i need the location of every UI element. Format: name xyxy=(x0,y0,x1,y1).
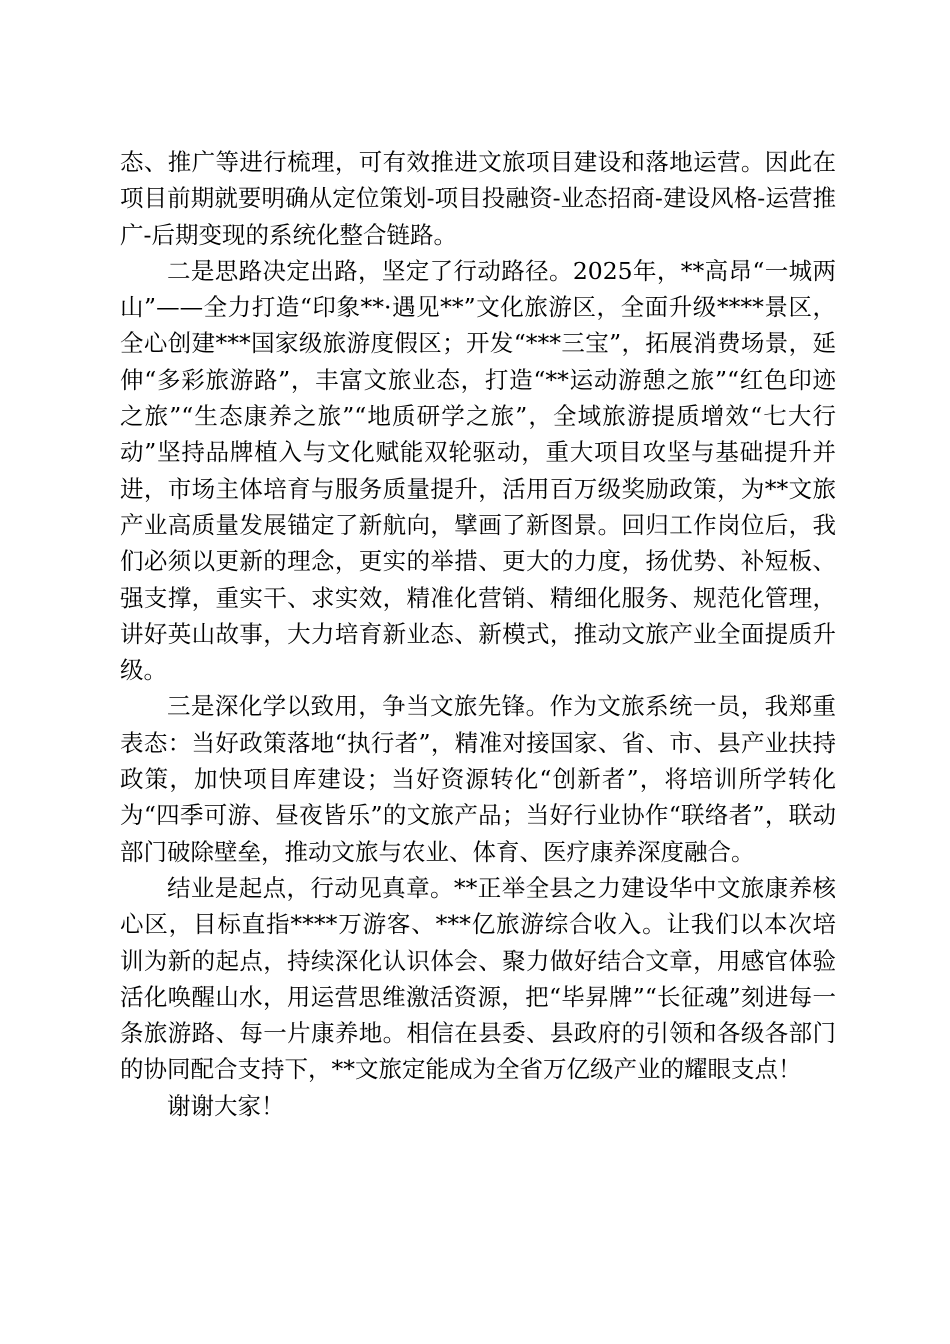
paragraph-point-two: 二是思路决定出路，坚定了行动路径。2025年，**高昂“一城两山”——全力打造“印象**·遇见**”文化旅游区，全面升级****景区，全心创建***国家级旅游度假区；开发“***三宝”，拓展消费场景，延伸“多彩旅游路”，丰富文旅业态，打造“**运动游憩之旅”“红色印迹之旅”“生态康养之旅”“地质研学之旅”，全域旅游提质增效“七大行动”坚持品牌植入与文化赋能双轮驱动，重大项目攻坚与基础提升并进，市场主体培育与服务质量提升，活用百万级奖励政策，为**文旅产业高质量发展锚定了新航向，擘画了新图景。回归工作岗位后，我们必须以更新的理念，更实的举措、更大的力度，扬优势、补短板、强支撑，重实干、求实效，精准化营销、精细化服务、规范化管理，讲好英山故事，大力培育新业态、新模式，推动文旅产业全面提质升级。 xyxy=(120,256,836,685)
paragraph-conclusion: 结业是起点，行动见真章。**正举全县之力建设华中文旅康养核心区，目标直指****万游客、***亿旅游综合收入。让我们以本次培训为新的起点，持续深化认识体会、聚力做好结合文章，用感官体验活化唤醒山水，用运营思维激活资源，把“毕昇牌”“长征魂”刻进每一条旅游路、每一片康养地。相信在县委、县政府的引领和各级各部门的协同配合支持下，**文旅定能成为全省万亿级产业的耀眼支点！ xyxy=(120,873,836,1084)
paragraph-point-three: 三是深化学以致用，争当文旅先锋。作为文旅系统一员，我郑重表态：当好政策落地“执行者”，精准对接国家、省、市、县产业扶持政策，加快项目库建设；当好资源转化“创新者”，将培训所学转化为“四季可游、昼夜皆乐”的文旅产品；当好行业协作“联络者”，联动部门破除壁垒，推动文旅与农业、体育、医疗康养深度融合。 xyxy=(120,692,836,866)
paragraph-thanks: 谢谢大家！ xyxy=(167,1091,285,1120)
document-body xyxy=(120,144,836,1124)
paragraph-continued: 态、推广等进行梳理，可有效推进文旅项目建设和落地运营。因此在项目前期就要明确从定位策划-项目投融资-业态招商-建设风格-运营推广-后期变现的系统化整合链路。 xyxy=(120,148,836,249)
